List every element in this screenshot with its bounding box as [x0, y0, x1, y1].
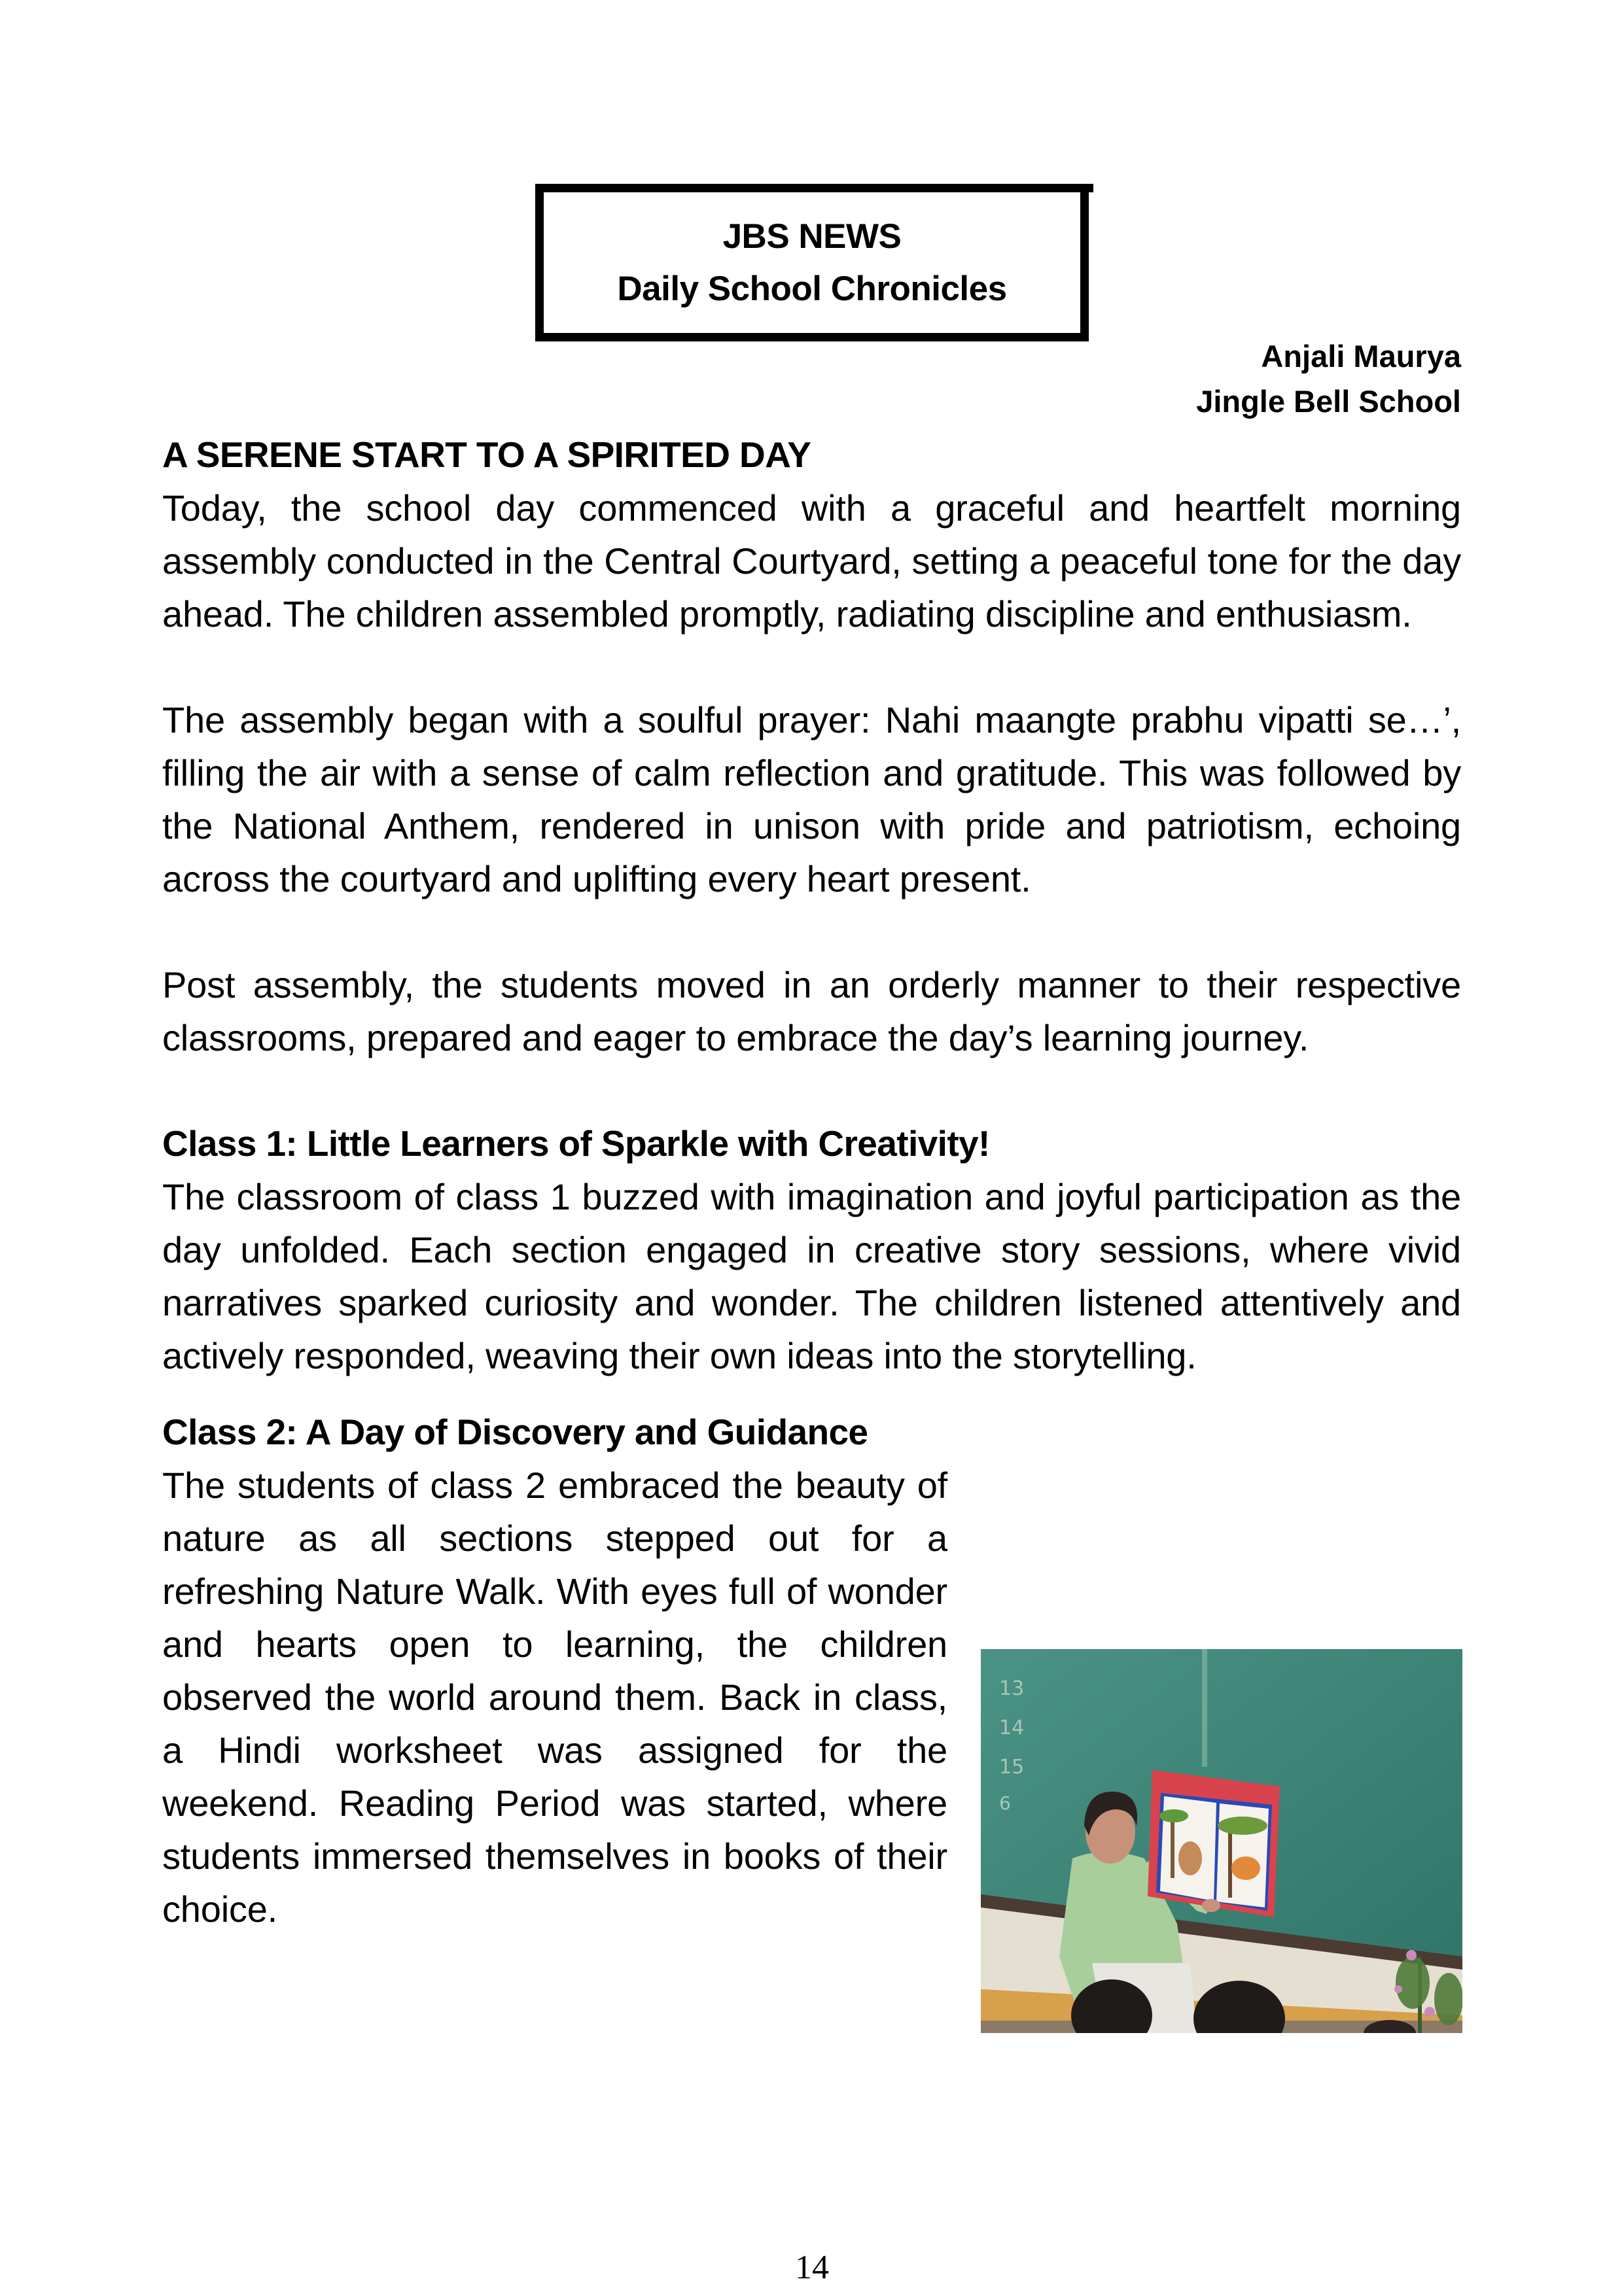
byline — [1196, 334, 1461, 424]
paragraph-post-assembly: Post assembly, the students moved in an orderly manner to their respective classrooms, prepared and eager to embrace the day’s learning journey. — [162, 964, 1461, 1058]
storytelling-photo-illustration — [981, 1649, 1462, 2033]
svg-text:13: 13 — [999, 1677, 1025, 1700]
author-school: Jingle Bell School — [1196, 384, 1461, 419]
author-name: Anjali Maurya — [1261, 339, 1461, 374]
svg-text:14: 14 — [999, 1716, 1025, 1739]
svg-text:6: 6 — [999, 1792, 1011, 1814]
classroom-photo — [981, 1649, 1462, 2033]
storybook — [1148, 1770, 1280, 1917]
class-2-column — [162, 1406, 947, 1936]
section-heading-class-1: Class 1: Little Learners of Sparkle with Creativity! — [162, 1123, 990, 1164]
section-body-class-1: The classroom of class 1 buzzed with imagination and joyful participation as the day unfolded. Each section engaged in creative story sessions, where vivid narratives sparked curiosity and wonder. The children listened attentively and actively responded, weaving their own ideas into the storytelling. — [162, 1176, 1461, 1376]
paragraph-intro: Today, the school day commenced with a graceful and heartfelt morning assembly conducted in the Central Courtyard, setting a peaceful tone for the day ahead. The children assembled promptly, radiating discipline and enthusiasm. — [162, 487, 1461, 635]
page-number: 14 — [795, 2249, 829, 2286]
section-body-class-2: The students of class 2 embraced the beauty of nature as all sections stepped out for a refreshing Nature Walk. With eyes full of wonder and hearts open to learning, the children observed the world around them. Back in class, a Hindi worksheet was assigned for the weekend. Reading Period was started, where students immersed themselves in books of their choice. — [162, 1465, 947, 1930]
paragraph-assembly: The assembly began with a soulful prayer: Nahi maangte prabhu vipatti se…’, filling the air with a sense of calm reflection and gratitude. This was followed by the National Anthem, rendered in unison with pride and patriotism, echoing across the courtyard and uplifting every heart present. — [162, 699, 1461, 899]
masthead-box — [535, 184, 1089, 341]
masthead-title: JBS NEWS — [722, 217, 902, 256]
section-heading-class-2: Class 2: A Day of Discovery and Guidance — [162, 1412, 868, 1452]
svg-text:15: 15 — [999, 1756, 1025, 1779]
article-headline: A SERENE START TO A SPIRITED DAY — [162, 434, 811, 475]
masthead-subtitle: Daily School Chronicles — [617, 269, 1007, 308]
